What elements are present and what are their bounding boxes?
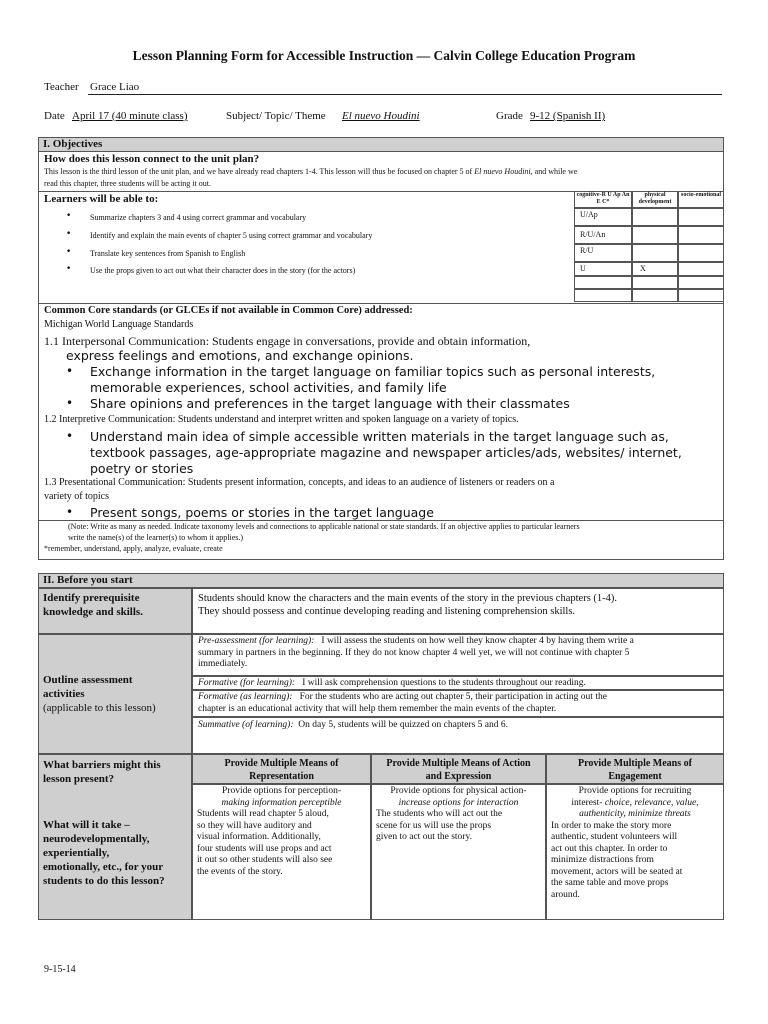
objectives-title: I. Objectives xyxy=(43,138,103,150)
prereq-text: They should possess and continue developing reading and listening comprehension skills. xyxy=(198,606,576,617)
empty-cell xyxy=(574,289,632,302)
date-label: Date xyxy=(44,110,65,122)
bullet-icon: • xyxy=(66,429,74,443)
standard-1-1-cont: express feelings and emotions, and exchange opinions. xyxy=(66,348,414,363)
action-expression-cell xyxy=(371,784,546,920)
formative-as-cell xyxy=(192,690,724,717)
connect-text: This lesson is the third lesson of the unit plan, and we have already read chapters 1-4. This lesson will thus be focused on chapter 5 of El nuevo Houdini, and while we xyxy=(44,167,578,176)
objective-item: Use the props given to act out what their character does in the story (for the actors) xyxy=(90,266,356,275)
representation-cell xyxy=(192,784,371,920)
date-value: April 17 (40 minute class) xyxy=(72,110,188,122)
before-header xyxy=(38,573,724,588)
representation-body: the events of the story. xyxy=(197,866,283,877)
action-body: scene for us will use the props xyxy=(376,820,492,831)
assessment-label-cell xyxy=(38,634,192,754)
empty-cell xyxy=(678,289,724,302)
empty-cell xyxy=(632,276,678,289)
formative-for-cell xyxy=(192,676,724,690)
col-header-cognitive: cognitive-R U Ap An E C* xyxy=(574,191,632,208)
note-line: (Note: Write as many as needed. Indicate taxonomy levels and connections to applicable national or state standards. If an objective applies to particular learners xyxy=(68,522,580,531)
bullet-icon: • xyxy=(66,211,72,221)
take-label: emotionally, etc., for your xyxy=(43,861,164,873)
formative-as-text: For the students who are acting out chapter 5, their participation in acting out the xyxy=(299,692,607,702)
standard-1-3: 1.3 Presentational Communication: Students present information, concepts, and ideas to an audience of listeners or readers on a xyxy=(44,477,555,488)
engagement-sub: Provide options for recruiting xyxy=(578,786,692,796)
take-label: experientially, xyxy=(43,847,110,859)
physical-cell xyxy=(632,208,678,226)
action-sub: Provide options for physical action- xyxy=(390,786,527,796)
standards-source: Michigan World Language Standards xyxy=(44,319,194,330)
engagement-body: act out this chapter. In order to xyxy=(551,843,668,854)
engagement-body: In order to make the story more xyxy=(551,820,672,831)
cognitive-cell: U/Ap xyxy=(574,208,632,226)
standard-bullet: Understand main idea of simple accessible written materials in the target language such as, xyxy=(90,429,669,444)
note-line: write the name(s) of the learner(s) to whom it applies.) xyxy=(68,533,244,542)
prereq-label: Identify prerequisite xyxy=(43,592,140,604)
empty-cell xyxy=(632,289,678,302)
physical-cell: X xyxy=(632,262,678,276)
standard-bullet-cont: textbook passages, age-appropriate magazine and newspaper articles/ads, websites/ internet, xyxy=(90,445,682,460)
summative-text: On day 5, students will be quizzed on chapters 5 and 6. xyxy=(298,720,509,730)
prereq-text-cell xyxy=(192,588,724,634)
representation-body: so they will have auditory and xyxy=(197,820,312,831)
representation-body: Students will read chapter 5 aloud, xyxy=(197,809,329,819)
barriers-label: What barriers might this xyxy=(43,759,161,771)
objective-item: Translate key sentences from Spanish to English xyxy=(90,249,246,258)
subject-label: Subject/ Topic/ Theme xyxy=(226,110,326,122)
empty-cell xyxy=(574,276,632,289)
prereq-label: knowledge and skills. xyxy=(43,606,143,618)
socio-cell xyxy=(678,262,724,276)
physical-cell xyxy=(632,226,678,244)
standard-1-3-cont: variety of topics xyxy=(44,491,109,502)
bullet-icon: • xyxy=(66,364,74,378)
before-title: II. Before you start xyxy=(43,574,133,586)
standard-1-1: 1.1 Interpersonal Communication: Students engage in conversations, provide and obtain information, xyxy=(44,334,531,348)
physical-cell xyxy=(632,244,678,262)
prereq-text: Students should know the characters and the main events of the story in the previous chapters (1-4). xyxy=(198,593,618,604)
footer-date: 9-15-14 xyxy=(44,964,76,975)
standards-heading: Common Core standards (or GLCEs if not available in Common Core) addressed: xyxy=(44,305,413,316)
pre-assessment-text: summary in partners in the beginning. If they do not know chapter 4 well yet, we will not continue with chapter 5 xyxy=(198,647,630,658)
pre-assessment-cell xyxy=(192,634,724,676)
prereq-label-cell xyxy=(38,588,192,634)
formative-as-label: Formative (as learning): xyxy=(198,692,293,702)
grade-label: Grade xyxy=(496,110,523,122)
connect-question: How does this lesson connect to the unit plan? xyxy=(44,153,260,165)
formative-for-text: I will ask comprehension questions to the students throughout our reading. xyxy=(302,678,586,688)
action-sub: increase options for interaction xyxy=(398,797,519,808)
socio-cell xyxy=(678,226,724,244)
representation-sub: making information perceptible xyxy=(221,797,342,808)
col-header-socio: socio-emotional xyxy=(678,191,724,208)
pre-assessment-label: Pre-assessment (for learning): xyxy=(198,636,315,646)
connect-text-line-2: read this chapter, three students will be acting it out. xyxy=(44,179,211,188)
teacher-name: Grace Liao xyxy=(90,81,140,93)
divider xyxy=(38,303,724,304)
summative-label: Summative (of learning): xyxy=(198,720,294,730)
socio-cell xyxy=(678,208,724,226)
bullet-icon: • xyxy=(66,264,72,274)
formative-as-text: chapter is an educational activity that will help them remember the main events of the chapter. xyxy=(198,703,557,714)
objective-item: Summarize chapters 3 and 4 using correct grammar and vocabulary xyxy=(90,213,307,222)
engagement-body: authentic, student volunteers will xyxy=(551,832,678,842)
bullet-icon: • xyxy=(66,396,74,410)
col-header-physical: physical development xyxy=(632,191,678,208)
standard-bullet: Exchange information in the target language on familiar topics such as personal interests, xyxy=(90,364,656,379)
pre-assessment-text: I will assess the students on how well they know chapter 4 by having them write a xyxy=(321,636,634,646)
engagement-body: the same table and move props xyxy=(551,878,669,888)
standard-bullet-cont: poetry or stories xyxy=(90,461,194,476)
grade-value: 9-12 (Spanish II) xyxy=(530,110,606,122)
standard-1-2: 1.2 Interpretive Communication: Students understand and interpret written and spoken language on a variety of topics. xyxy=(44,414,519,425)
engagement-body: minimize distractions from xyxy=(551,855,654,865)
engagement-header: Provide Multiple Means of Engagement xyxy=(546,754,724,784)
barriers-label-cell xyxy=(38,754,192,920)
teacher-underline xyxy=(88,94,722,95)
cognitive-cell: U xyxy=(574,262,632,276)
take-label: neurodevelopmentally, xyxy=(43,833,150,845)
engagement-sub: authenticity, minimize threats xyxy=(579,809,691,819)
bullet-icon: • xyxy=(66,229,72,239)
pre-assessment-text: immediately. xyxy=(198,659,248,669)
subject-value: El nuevo Houdini xyxy=(342,110,420,122)
formative-for-label: Formative (for learning): xyxy=(198,678,296,688)
engagement-sub: interest- choice, relevance, value, xyxy=(571,797,699,808)
representation-body: visual information. Additionally, xyxy=(197,832,321,842)
action-body: given to act out the story. xyxy=(376,832,472,842)
objective-item: Identify and explain the main events of chapter 5 using correct grammar and vocabulary xyxy=(90,231,373,240)
empty-cell xyxy=(678,276,724,289)
objectives-header xyxy=(38,137,724,152)
assessment-label: Outline assessment xyxy=(43,674,133,686)
socio-cell xyxy=(678,244,724,262)
cognitive-cell: R/U xyxy=(574,244,632,262)
engagement-body: around. xyxy=(551,889,580,900)
standard-bullet-cont: memorable experiences, school activities, and family life xyxy=(90,380,447,395)
engagement-body: movement, actors will be seated at xyxy=(551,866,683,877)
take-label: students to do this lesson? xyxy=(43,875,165,887)
standard-bullet: Present songs, poems or stories in the target language xyxy=(90,505,434,520)
take-label: What will it take – xyxy=(43,819,130,831)
teacher-label: Teacher xyxy=(44,81,79,93)
divider xyxy=(38,520,724,521)
assessment-label: activities xyxy=(43,688,85,700)
engagement-cell xyxy=(546,784,724,920)
representation-sub: Provide options for perception- xyxy=(222,786,341,796)
summative-cell xyxy=(192,717,724,754)
bullet-icon: • xyxy=(66,247,72,257)
representation-body: it out so other students will also see xyxy=(197,855,333,865)
representation-header: Provide Multiple Means of Representation xyxy=(192,754,371,784)
action-body: The students who will act out the xyxy=(376,809,503,819)
representation-body: four students will use props and act xyxy=(197,843,332,854)
taxonomy-note: *remember, understand, apply, analyze, evaluate, create xyxy=(44,544,223,553)
standard-bullet: Share opinions and preferences in the target language with their classmates xyxy=(90,396,570,411)
assessment-label: (applicable to this lesson) xyxy=(43,702,156,714)
barriers-label: lesson present? xyxy=(43,773,114,785)
action-expression-header: Provide Multiple Means of Action and Expression xyxy=(371,754,546,784)
cognitive-cell: R/U/An xyxy=(574,226,632,244)
bullet-icon: • xyxy=(66,505,74,519)
page-title: Lesson Planning Form for Accessible Instruction — Calvin College Education Program xyxy=(132,48,636,63)
learners-heading: Learners will be able to: xyxy=(44,193,159,205)
